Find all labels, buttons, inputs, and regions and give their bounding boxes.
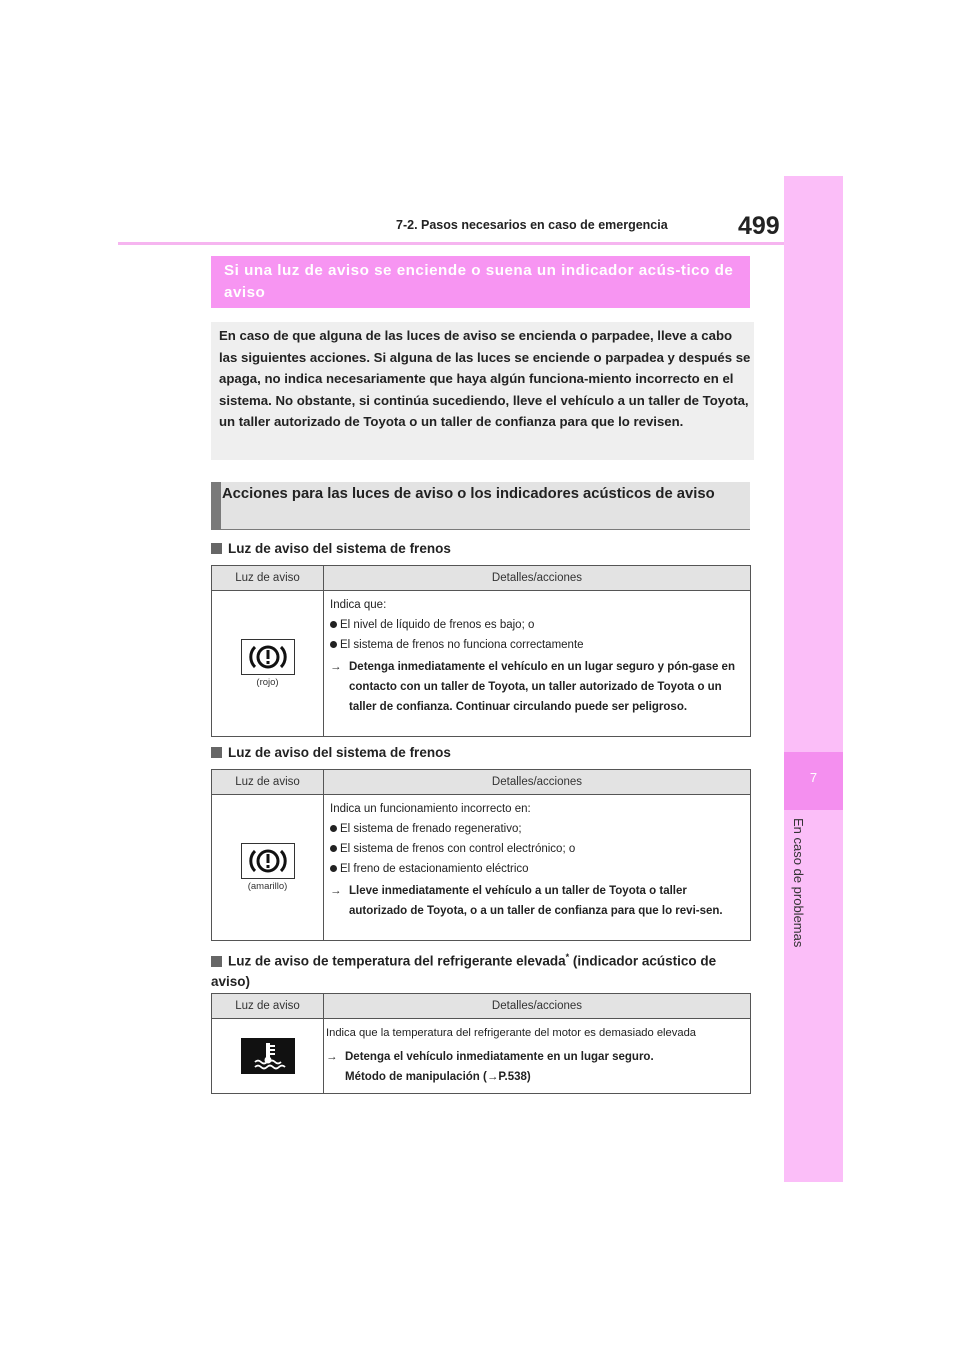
subsection-title-2: Luz de aviso del sistema de frenos — [211, 743, 451, 763]
details-cell — [324, 591, 751, 737]
light-cell — [212, 1019, 324, 1094]
details-intro: Indica un funcionamiento incorrecto en: — [330, 803, 531, 815]
icon-caption: (amarillo) — [247, 881, 288, 892]
page-reference-link[interactable]: P.538) — [498, 1071, 531, 1083]
light-cell — [212, 795, 324, 941]
square-bullet-icon — [211, 747, 222, 758]
coolant-temperature-icon — [241, 1038, 295, 1074]
details-bullet: El sistema de frenado regenerativo; — [330, 819, 746, 839]
col-header-details: Detalles/acciones — [324, 994, 751, 1019]
warning-table-3 — [211, 993, 751, 1094]
subsection-title-1: Luz de aviso del sistema de frenos — [211, 539, 451, 559]
intro-text: En caso de que alguna de las luces de aviso se encienda o parpadee, lleve a cabo las siguientes acciones. Si alguna de las luces se enciende o parpadea y después se apaga, no indica necesariamente que haya algún funciona-miento incorrecto en el sistema. No obstante, si continúa sucediendo, lleve el vehículo a un taller de Toyota, un taller autorizado de Toyota o un taller de confianza para que lo revisen. — [219, 328, 751, 430]
subsection-title-3: Luz de aviso de temperatura del refrigerante elevada* (indicador acústico de aviso) — [211, 952, 717, 989]
square-bullet-icon — [211, 543, 222, 554]
col-header-light: Luz de aviso — [212, 566, 324, 591]
chapter-side-tab — [784, 176, 843, 1182]
details-intro: Indica que: — [330, 599, 387, 611]
arrow-icon: → — [486, 1071, 499, 1083]
details-cell — [324, 1019, 751, 1094]
warning-table-2 — [211, 769, 751, 941]
col-header-light: Luz de aviso — [212, 770, 324, 795]
details-bullet: El sistema de frenos no funciona correctamente — [330, 635, 746, 655]
col-header-light: Luz de aviso — [212, 994, 324, 1019]
details-bullet: El sistema de frenos con control electrónico; o — [330, 839, 746, 859]
arrow-icon: → — [330, 885, 342, 897]
action-text: → Lleve inmediatamente el vehículo a un taller de Toyota o taller autorizado de Toyota, o a un taller de confianza para que lo revi-sen. — [330, 881, 746, 921]
arrow-icon: → — [326, 1051, 338, 1063]
header-section-title: 7-2. Pasos necesarios en caso de emergencia — [396, 218, 668, 232]
col-header-details: Detalles/acciones — [324, 770, 751, 795]
col-header-details: Detalles/acciones — [324, 566, 751, 591]
action-text: → Detenga el vehículo inmediatamente en un lugar seguro. Método de manipulación (→P.538) — [326, 1047, 748, 1087]
square-bullet-icon — [211, 956, 222, 967]
icon-caption: (rojo) — [256, 677, 279, 688]
details-intro: Indica que la temperatura del refrigerante del motor es demasiado elevada — [326, 1027, 697, 1039]
warning-table-1 — [211, 565, 751, 737]
brake-warning-icon — [241, 639, 295, 675]
brake-warning-icon — [241, 843, 295, 879]
action-text: → Detenga inmediatamente el vehículo en un lugar seguro y pón-gase en contacto con un taller de Toyota, un taller autorizado de Toyota o un taller de confianza. Continuar circulando puede ser peligroso. — [330, 657, 746, 717]
arrow-icon: → — [330, 661, 342, 673]
header-divider — [118, 242, 788, 245]
details-bullet: El freno de estacionamiento eléctrico — [330, 859, 746, 879]
title-banner-text: Si una luz de aviso se enciende o suena un indicador acús-tico de aviso — [224, 262, 734, 301]
page-number: 499 — [738, 212, 780, 240]
details-bullet: El nivel de líquido de frenos es bajo; o — [330, 615, 746, 635]
section-heading: Acciones para las luces de aviso o los indicadores acústicos de aviso — [222, 486, 715, 502]
light-cell — [212, 591, 324, 737]
details-cell — [324, 795, 751, 941]
chapter-number: 7 — [809, 770, 818, 785]
chapter-label: En caso de problemas — [791, 818, 806, 948]
